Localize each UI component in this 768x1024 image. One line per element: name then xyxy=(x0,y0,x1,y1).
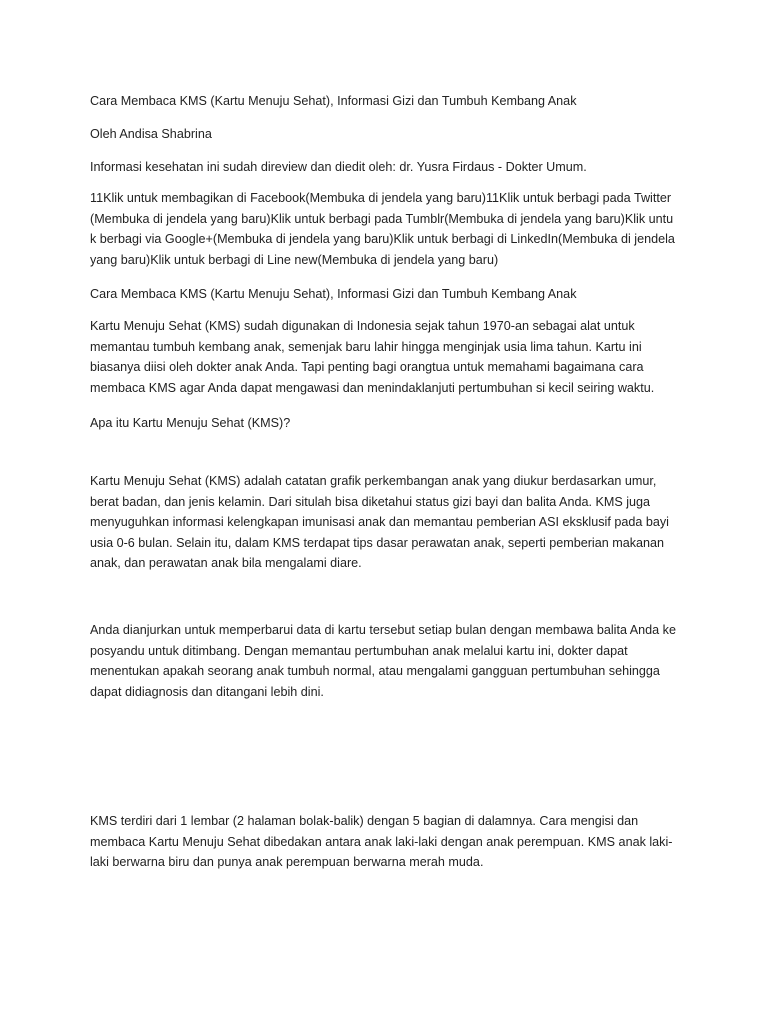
document-title-repeat: Cara Membaca KMS (Kartu Menuju Sehat), Informasi Gizi dan Tumbuh Kembang Anak xyxy=(90,287,577,301)
author-line: Oleh Andisa Shabrina xyxy=(90,127,212,141)
kms-paragraph: KMS terdiri dari 1 lembar (2 halaman bolak-balik) dengan 5 bagian di dalamnya. Cara mengisi dan membaca Kartu Menuju Sehat dibedakan antara anak laki-laki dengan anak perempuan. KMS anak laki-laki berwarna biru dan punya anak perempuan berwarna merah muda. xyxy=(90,814,673,870)
definition-paragraph: Kartu Menuju Sehat (KMS) adalah catatan grafik perkembangan anak yang diukur berdasarkan umur, berat badan, dan jenis kelamin. Dari situlah bisa diketahui status gizi bayi dan balita Anda. KMS juga menyuguhkan informasi kelengkapan imunisasi anak dan memantau pemberian ASI eksklusif pada bayi usia 0-6 bulan. Selain itu, dalam KMS terdapat tips dasar perawatan anak, seperti pemberian makanan anak, dan perawatan anak bila mengalami diare. xyxy=(90,474,669,571)
update-paragraph: Anda dianjurkan untuk memperbarui data di kartu tersebut setiap bulan dengan membawa balita Anda ke posyandu untuk ditimbang. Dengan memantau pertumbuhan anak melalui kartu ini, dokter dapat menentukan apakah seorang anak tumbuh normal, atau mengalami gangguan pertumbuhan sehingga dapat didiagnosis dan ditangani lebih dini. xyxy=(90,623,676,699)
document-title: Cara Membaca KMS (Kartu Menuju Sehat), Informasi Gizi dan Tumbuh Kembang Anak xyxy=(90,94,577,108)
share-links-text: 11Klik untuk membagikan di Facebook(Membuka di jendela yang baru)11Klik untuk berbagi pada Twitter(Membuka di jendela yang baru)Klik untuk berbagi pada Tumblr(Membuka di jendela yang baru)Klik untuk berbagi via Google+(Membuka di jendela yang baru)Klik untuk berbagi di LinkedIn(Membuka di jendela yang baru)Klik untuk berbagi di Line new(Membuka di jendela yang baru) xyxy=(90,191,675,267)
section-heading: Apa itu Kartu Menuju Sehat (KMS)? xyxy=(90,416,291,430)
intro-paragraph: Kartu Menuju Sehat (KMS) sudah digunakan di Indonesia sejak tahun 1970-an sebagai alat untuk memantau tumbuh kembang anak, semenjak baru lahir hingga menginjak usia lima tahun. Kartu ini biasanya diisi oleh dokter anak Anda. Tapi penting bagi orangtua untuk memahami bagaimana cara membaca KMS agar Anda dapat mengawasi dan menindaklanjuti pertumbuhan si kecil seiring waktu. xyxy=(90,319,655,395)
review-note: Informasi kesehatan ini sudah direview dan diedit oleh: dr. Yusra Firdaus - Dokter Umum. xyxy=(90,160,587,174)
